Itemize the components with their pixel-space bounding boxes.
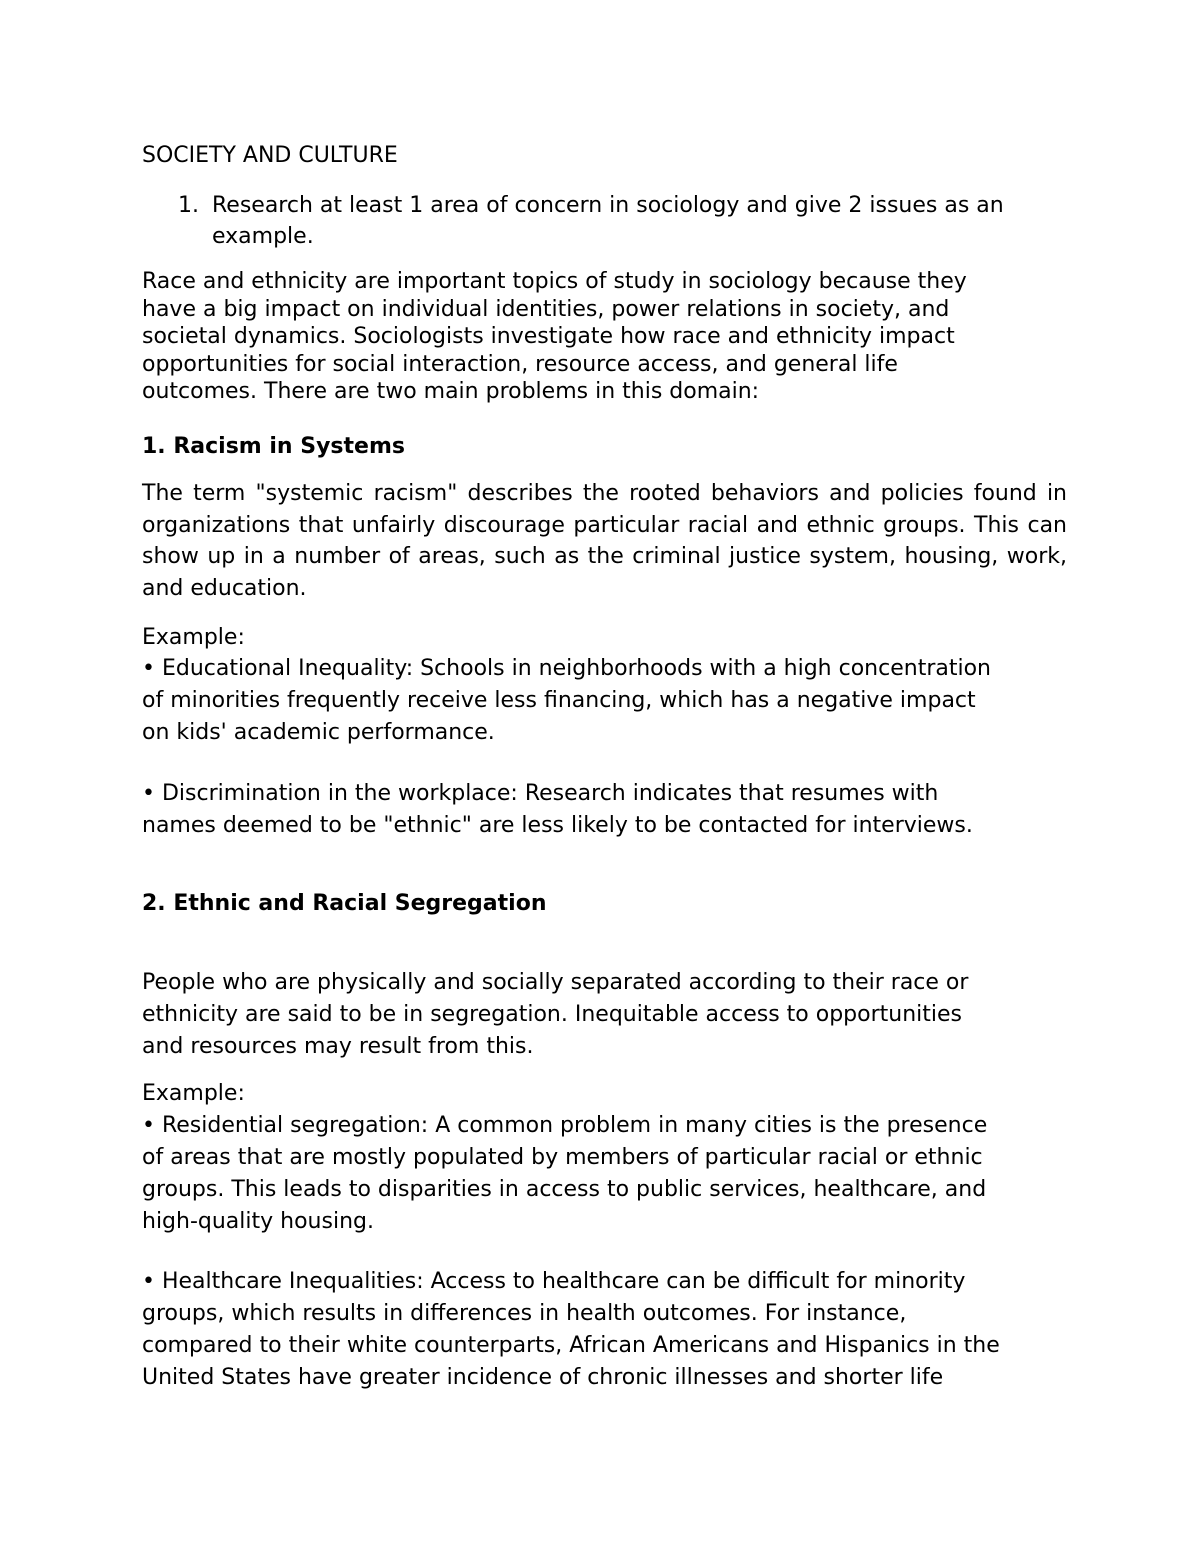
section-heading-segregation: 2. Ethnic and Racial Segregation xyxy=(142,891,547,916)
section1-paragraph: The term "systemic racism" describes the rooted behaviors and policies found in organizations that unfairly discourage particular racial and ethnic groups. This can show up in a number of areas, such as the criminal justice system, housing, work, and education. xyxy=(142,481,1067,601)
intro-line: outcomes. There are two main problems in this domain: xyxy=(142,379,760,404)
bullet-line: • Healthcare Inequalities: Access to healthcare can be difficult for minority xyxy=(142,1269,966,1294)
bullet-workplace-discrimination xyxy=(142,778,1067,842)
bullet-line: on kids' academic performance. xyxy=(142,720,495,745)
document-title: SOCIETY AND CULTURE xyxy=(142,143,398,168)
bullet-educational-inequality xyxy=(142,653,1067,749)
example-label: Example: xyxy=(142,1081,245,1106)
question-item xyxy=(178,190,1068,252)
bullet-line: • Discrimination in the workplace: Research indicates that resumes with xyxy=(142,781,939,806)
bullet-line: • Educational Inequality: Schools in neighborhoods with a high concentration xyxy=(142,656,991,681)
bullet-line: of minorities frequently receive less financing, which has a negative impact xyxy=(142,688,976,713)
bullet-line: names deemed to be "ethnic" are less likely to be contacted for interviews. xyxy=(142,813,973,838)
intro-line: societal dynamics. Sociologists investigate how race and ethnicity impact xyxy=(142,324,955,349)
intro-line: have a big impact on individual identities, power relations in society, and xyxy=(142,296,950,322)
bullet-residential-segregation xyxy=(142,1110,1067,1238)
paragraph-line: People who are physically and socially separated according to their race or xyxy=(142,970,969,995)
question-number: 1. xyxy=(178,193,199,218)
paragraph-line: ethnicity are said to be in segregation. Inequitable access to opportunities xyxy=(142,1002,963,1027)
question-text: Research at least 1 area of concern in sociology and give 2 issues as an example. xyxy=(212,193,1004,249)
section2-paragraph xyxy=(142,967,1067,1063)
intro-paragraph xyxy=(142,268,1067,406)
bullet-line: high-quality housing. xyxy=(142,1209,374,1234)
bullet-line: compared to their white counterparts, African Americans and Hispanics in the xyxy=(142,1333,1000,1358)
bullet-line: • Residential segregation: A common problem in many cities is the presence xyxy=(142,1113,988,1138)
bullet-line: of areas that are mostly populated by members of particular racial or ethnic xyxy=(142,1145,983,1170)
section-heading-racism: 1. Racism in Systems xyxy=(142,434,405,459)
bullet-line: groups, which results in differences in health outcomes. For instance, xyxy=(142,1301,907,1326)
bullet-line: groups. This leads to disparities in access to public services, healthcare, and xyxy=(142,1177,987,1202)
intro-line: opportunities for social interaction, resource access, and general life xyxy=(142,351,898,377)
paragraph-line: and resources may result from this. xyxy=(142,1034,534,1059)
example-label: Example: xyxy=(142,625,245,650)
intro-line: Race and ethnicity are important topics of study in sociology because they xyxy=(142,269,967,294)
bullet-healthcare-inequalities xyxy=(142,1266,1067,1394)
bullet-line: United States have greater incidence of chronic illnesses and shorter life xyxy=(142,1365,944,1390)
